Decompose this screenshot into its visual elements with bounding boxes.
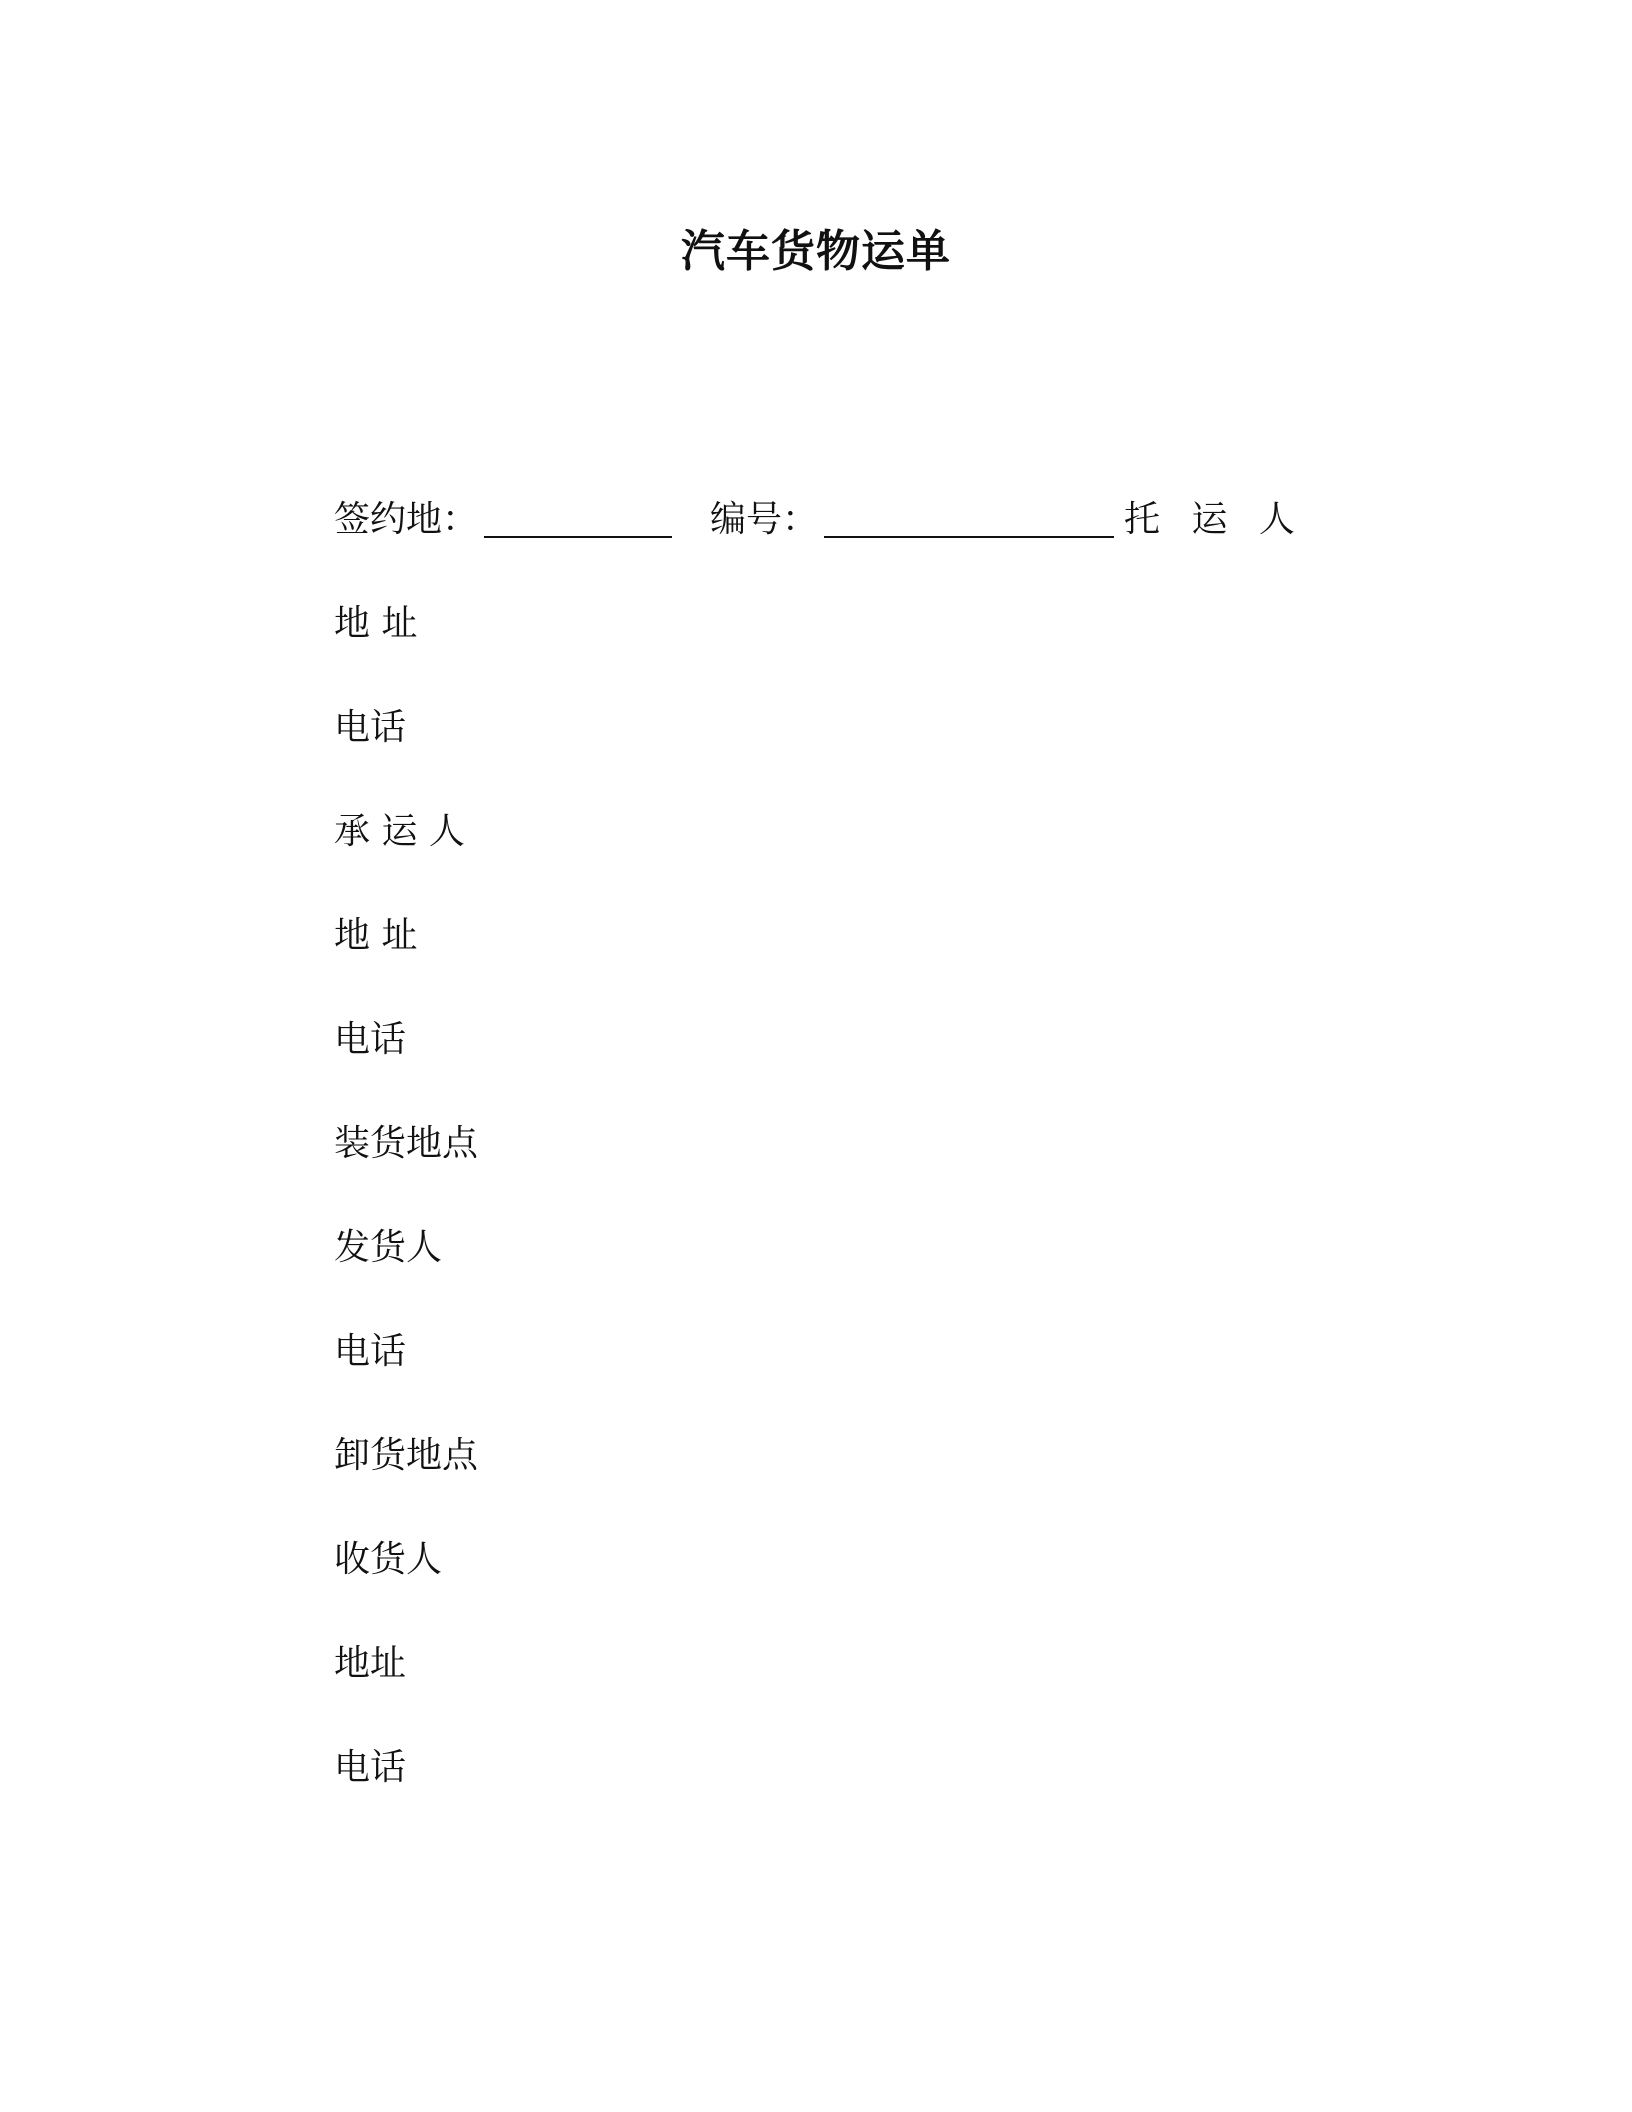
field-shipper-phone: 电话 [334, 707, 407, 748]
field-list [334, 598, 478, 1846]
number-blank[interactable] [824, 494, 1114, 538]
field-consignor: 发货人 [334, 1227, 443, 1268]
field-unloading-location: 卸货地点 [334, 1435, 479, 1476]
field-consignee-address: 地址 [334, 1643, 407, 1684]
document-title: 汽车货物运单 [681, 226, 951, 277]
field-loading-location: 装货地点 [334, 1123, 479, 1164]
field-shipper-address: 地 址 [334, 603, 418, 644]
shipper-label: 托 运 人 [1124, 499, 1305, 540]
field-carrier: 承 运 人 [334, 811, 465, 852]
signing-place-label: 签约地： [334, 499, 479, 540]
field-carrier-address: 地 址 [334, 915, 418, 956]
field-carrier-phone: 电话 [334, 1019, 407, 1060]
header-line [334, 494, 1305, 546]
field-consignee-phone: 电话 [334, 1747, 407, 1788]
field-consignee: 收货人 [334, 1539, 443, 1580]
field-consignor-phone: 电话 [334, 1331, 407, 1372]
number-label: 编号： [710, 499, 819, 540]
signing-place-blank[interactable] [484, 494, 672, 538]
